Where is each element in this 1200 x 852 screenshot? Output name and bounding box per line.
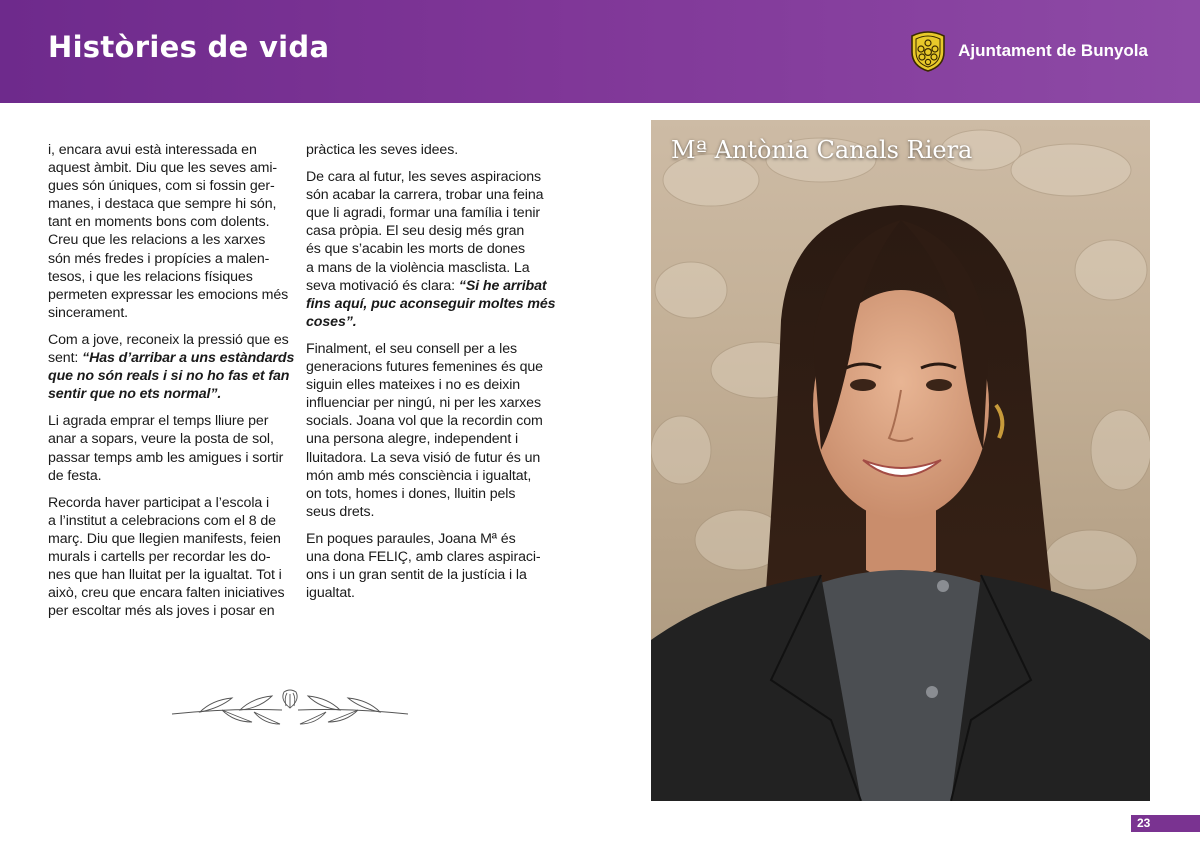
portrait-photo [651, 120, 1150, 801]
org-name: Ajuntament de Bunyola [958, 41, 1148, 60]
text-line: nes que han lluitat per la igualtat. Tot i [48, 567, 282, 584]
org-brand [908, 30, 1148, 72]
quote-fragment: “Has d’arribar a uns estàndards [82, 350, 295, 367]
text-line: i, encara avui està interessada en [48, 142, 257, 158]
text-line: Recorda haver participat a l’escola i [48, 494, 270, 511]
text-column-right [306, 141, 556, 611]
text-line: Com a jove, reconeix la pressió que es [48, 331, 289, 348]
text-column-left [48, 141, 295, 629]
paragraph [48, 141, 292, 322]
text-fragment: seva motivació és clara: [306, 277, 459, 294]
text-line: és que s’acabin les morts de dones [306, 241, 526, 258]
text-line: generacions futures femenines és que [306, 359, 543, 376]
text-line: lluitadora. La seva visió de futur és un [306, 449, 541, 466]
text-line: món amb més consciència i igualtat, [306, 467, 532, 484]
paragraph [306, 141, 550, 159]
text-line: on tots, homes i dones, lluitin pels [306, 485, 516, 502]
text-line: igualtat. [306, 585, 355, 602]
text-line: pràctica les seves idees. [306, 142, 459, 158]
text-line: una persona alegre, independent i [306, 431, 519, 448]
text-line: març. Diu que llegien manifests, feien [48, 530, 281, 547]
photo-caption: Mª Antònia Canals Riera [671, 136, 973, 164]
quote-line: coses”. [306, 313, 357, 330]
floral-ornament-icon [170, 686, 410, 730]
text-line: a l’institut a celebracions com el 8 de [48, 512, 276, 529]
text-line [48, 349, 295, 367]
text-line: siguin elles mateixes i no es deixin [306, 377, 521, 394]
text-line: anar a sopars, veure la posta de sol, [48, 431, 274, 448]
text-line: De cara al futur, les seves aspiracions [306, 169, 542, 186]
text-line: són més fredes i propícies a malen- [48, 250, 270, 267]
text-line: això, creu que encara falten iniciatives [48, 585, 285, 602]
quote-line: que no són reals i si no ho fas et fan [48, 368, 290, 385]
quote-line: fins aquí, puc aconseguir moltes més [306, 295, 556, 312]
coat-of-arms-icon [908, 30, 948, 72]
text-line: aquest àmbit. Diu que les seves ami- [48, 160, 278, 177]
text-line: Creu que les relacions a les xarxes [48, 232, 266, 249]
text-line: Finalment, el seu consell per a les [306, 340, 517, 357]
quote-line: sentir que no ets normal”. [48, 386, 222, 403]
paragraph [48, 494, 292, 621]
paragraph [306, 530, 550, 602]
section-title: Històries de vida [48, 30, 330, 64]
paragraph [306, 168, 556, 331]
text-line: passar temps amb les amigues i sortir [48, 449, 284, 466]
text-line: tant en moments bons com dolents. [48, 214, 270, 231]
paragraph [48, 331, 295, 403]
quote-fragment: “Si he arribat [458, 277, 547, 294]
text-line: per escoltar més als joves i posar en [48, 603, 275, 620]
text-line: socials. Joana vol que la recordin com [306, 413, 543, 430]
portrait-illustration [651, 120, 1150, 801]
text-line: tesos, i que les relacions físiques [48, 268, 253, 285]
text-line: permeten expressar les emocions més [48, 286, 289, 303]
page-number: 23 [1137, 816, 1151, 830]
text-line [306, 277, 550, 295]
text-line: manes, i destaca que sempre hi són, [48, 196, 277, 213]
text-line: gues són úniques, com si fossin ger- [48, 178, 275, 195]
text-line: són acabar la carrera, trobar una feina [306, 187, 544, 204]
text-line: una dona FELIÇ, amb clares aspiraci- [306, 548, 541, 565]
paragraph [306, 340, 550, 521]
text-line: a mans de la violència masclista. La [306, 259, 530, 276]
text-line: que li agradi, formar una família i tenir [306, 205, 541, 222]
paragraph [48, 412, 292, 484]
text-line: En poques paraules, Joana Mª és [306, 530, 516, 547]
text-line: sincerament. [48, 304, 129, 321]
text-line: influenciar per ningú, ni per les xarxes [306, 395, 541, 412]
text-fragment: sent: [48, 350, 83, 367]
text-line: Li agrada emprar el temps lliure per [48, 413, 269, 430]
text-line: casa pròpia. El seu desig més gran [306, 223, 525, 240]
page-number-bar [1131, 815, 1200, 832]
text-line: murals i cartells per recordar les do- [48, 548, 271, 565]
text-line: ons i un gran sentit de la justícia i la [306, 567, 527, 584]
text-line: de festa. [48, 467, 102, 484]
page-header [0, 0, 1200, 103]
text-line: seus drets. [306, 503, 375, 520]
